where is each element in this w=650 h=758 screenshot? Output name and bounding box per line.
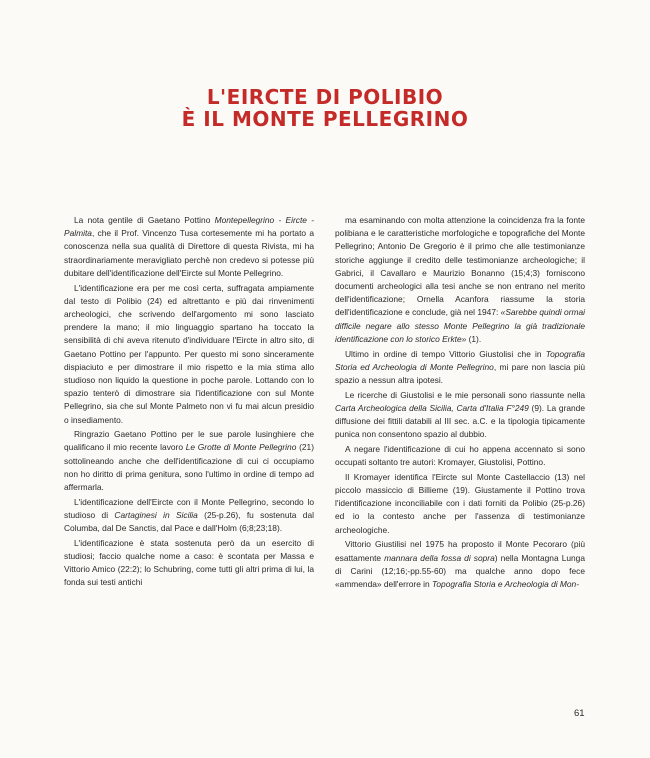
text-run: L'identificazione era per me così certa, suffragata ampiamente dal testo di Polibio (24) ed altrettanto e più dai rinvenimenti archeologici, che scrivendo dell'argomento mi sono lasciato prendere la mano; il mio linguaggio spartano ha toccato la sensibilità di chi aveva ritenuto d'individuare l'Eircte in altro sito, di Gaetano Pottino per l'appunto. Per questo mi sono sinceramente dispiaciuto e per dimostrare il mio rispetto e la mia stima allo studioso non liquido la questione in poche parole. Lottando con lo spazio tenterò di dimostrare sia l'identificazione con sul Monte Pellegrino, sia che sul Monte Palmeto non vi fu mai alcun presidio o insediamento. xyxy=(64,282,314,425)
title-line-1: L'EIRCTE DI POLIBIO xyxy=(206,85,444,109)
text-run: Le ricerche di Giustolisi e le mie personali sono riassunte nella xyxy=(345,389,585,400)
paragraph xyxy=(335,443,585,469)
paragraph xyxy=(64,496,314,536)
text-run: Ringrazio Gaetano Pottino per le sue parole lusinghiere che qualificano il mio recente lavoro xyxy=(64,429,314,453)
text-run: , mi pare non lascia più spazio a nessun altra ipotesi. xyxy=(335,361,585,385)
italic-text: Topografia Storia e Archeologia di Mon- xyxy=(432,578,580,589)
paragraph xyxy=(64,282,314,427)
page-number: 61 xyxy=(574,708,585,719)
text-run: La nota gentile di Gaetano Pottino xyxy=(74,215,215,225)
text-run: (1). xyxy=(466,333,482,344)
article-title xyxy=(0,86,650,130)
text-run: Ultimo in ordine di tempo Vittorio Giustolisi che in xyxy=(345,348,546,359)
italic-text: Topografia Storia ed Archeologia di Monte Pellegrino xyxy=(335,348,585,372)
title-line-2: È IL MONTE PELLEGRINO xyxy=(181,107,469,131)
text-run: Il Kromayer identifica l'Eircte sul Monte Castellaccio (13) nel piccolo massiccio di Billieme (19). Giustamente il Pottino trova l'identificazione inconciliabile con i dati forniti da Polibio (25-p.26) ed io la contesto anche per l'assenza di testimonianze archeologiche. xyxy=(335,471,585,535)
italic-text: mannara della fossa di sopra xyxy=(384,552,495,563)
text-run: A negare l'identificazione di cui ho appena accennato si sono occupati soltanto tre autori: Kromayer, Giustolisi, Pottino. xyxy=(335,443,585,468)
paragraph xyxy=(335,348,585,388)
italic-text: Carta Archeologica della Sicilia, Carta d'Italia F°249 xyxy=(335,402,529,413)
paragraph xyxy=(64,428,314,494)
paragraph xyxy=(64,537,314,590)
text-run: L'identificazione dell'Eircte con il Monte Pellegrino, secondo lo studioso di xyxy=(64,496,314,520)
text-run: ma esaminando con molta attenzione la coincidenza fra la fonte polibiana e le caratteristiche morfologiche e topografiche del Monte Pellegrino; Antonio De Gregorio è il primo che alle testimonianze storiche aggiunge il credito delle testimonianze archeologiche; il Gabrici, il Cavallaro e Maurizio Bonanno (15;4;3) forniscono documenti archeologici alla tesi anche se non entrano nel merito dell'identificazione; Ornella Acanfora riassume la storia dell'identificazione e conclude, già nel 1947: xyxy=(335,215,585,318)
left-text-column xyxy=(64,214,314,591)
paragraph xyxy=(335,471,585,537)
right-text-column xyxy=(335,214,585,593)
italic-text: Cartaginesi in Sicilia xyxy=(114,509,198,520)
paragraph xyxy=(64,214,314,280)
italic-text: Le Grotte di Monte Pellegrino xyxy=(185,442,297,453)
text-run: (25-p.26), fu sostenuta dal Columba, dal De Sanctis, dal Pace e dall'Holm (6;8;23;18). xyxy=(64,509,314,534)
text-run: L'identificazione è stata sostenuta però da un esercito di studiosi; faccio qualche nome a caso: è scontata per Massa e Vittorio Amico (22:2); lo Schubring, come tutti gli altri prima di lui, la fonda sui testi antichi xyxy=(64,537,314,588)
text-run: (9). La grande diffusione dei fittili databili al III sec. a.C. e la tipologia tipicamente punica non consentono spazio al dubbio. xyxy=(335,402,585,440)
italic-text: Montepellegrino - Eircte - Palmita xyxy=(64,215,315,239)
paragraph xyxy=(335,214,585,346)
italic-text: «Sarebbe quindi ormai difficile negare allo stesso Monte Pellegrino la già tradizionale identificazione con lo storico Erkte» xyxy=(335,307,585,344)
text-run: ) nella Montagna Lunga di Carini (12;16;-pp.55-60) ma qualche anno dopo fece «ammenda» dell'errore in xyxy=(335,552,585,589)
text-run: , che il Prof. Vincenzo Tusa cortesemente mi ha portato a conoscenza nella sua qualità di Direttore di questa Rivista, mi ha straordinariamente meravigliato perchè non credevo si potesse più dubitare dell'identificazione dell'Eircte sul Monte Pellegrino. xyxy=(64,228,314,278)
paragraph xyxy=(335,389,585,442)
paragraph xyxy=(335,538,585,591)
text-run: (21) sottolineando anche che dell'identificazione di cui ci occupiamo non ho diritto di prima genitura, sono l'ultimo in ordine di tempo ad affermarla. xyxy=(64,442,314,493)
text-run: Vittorio Giustilisi nel 1975 ha proposto il Monte Pecoraro (più esattamente xyxy=(335,539,585,563)
